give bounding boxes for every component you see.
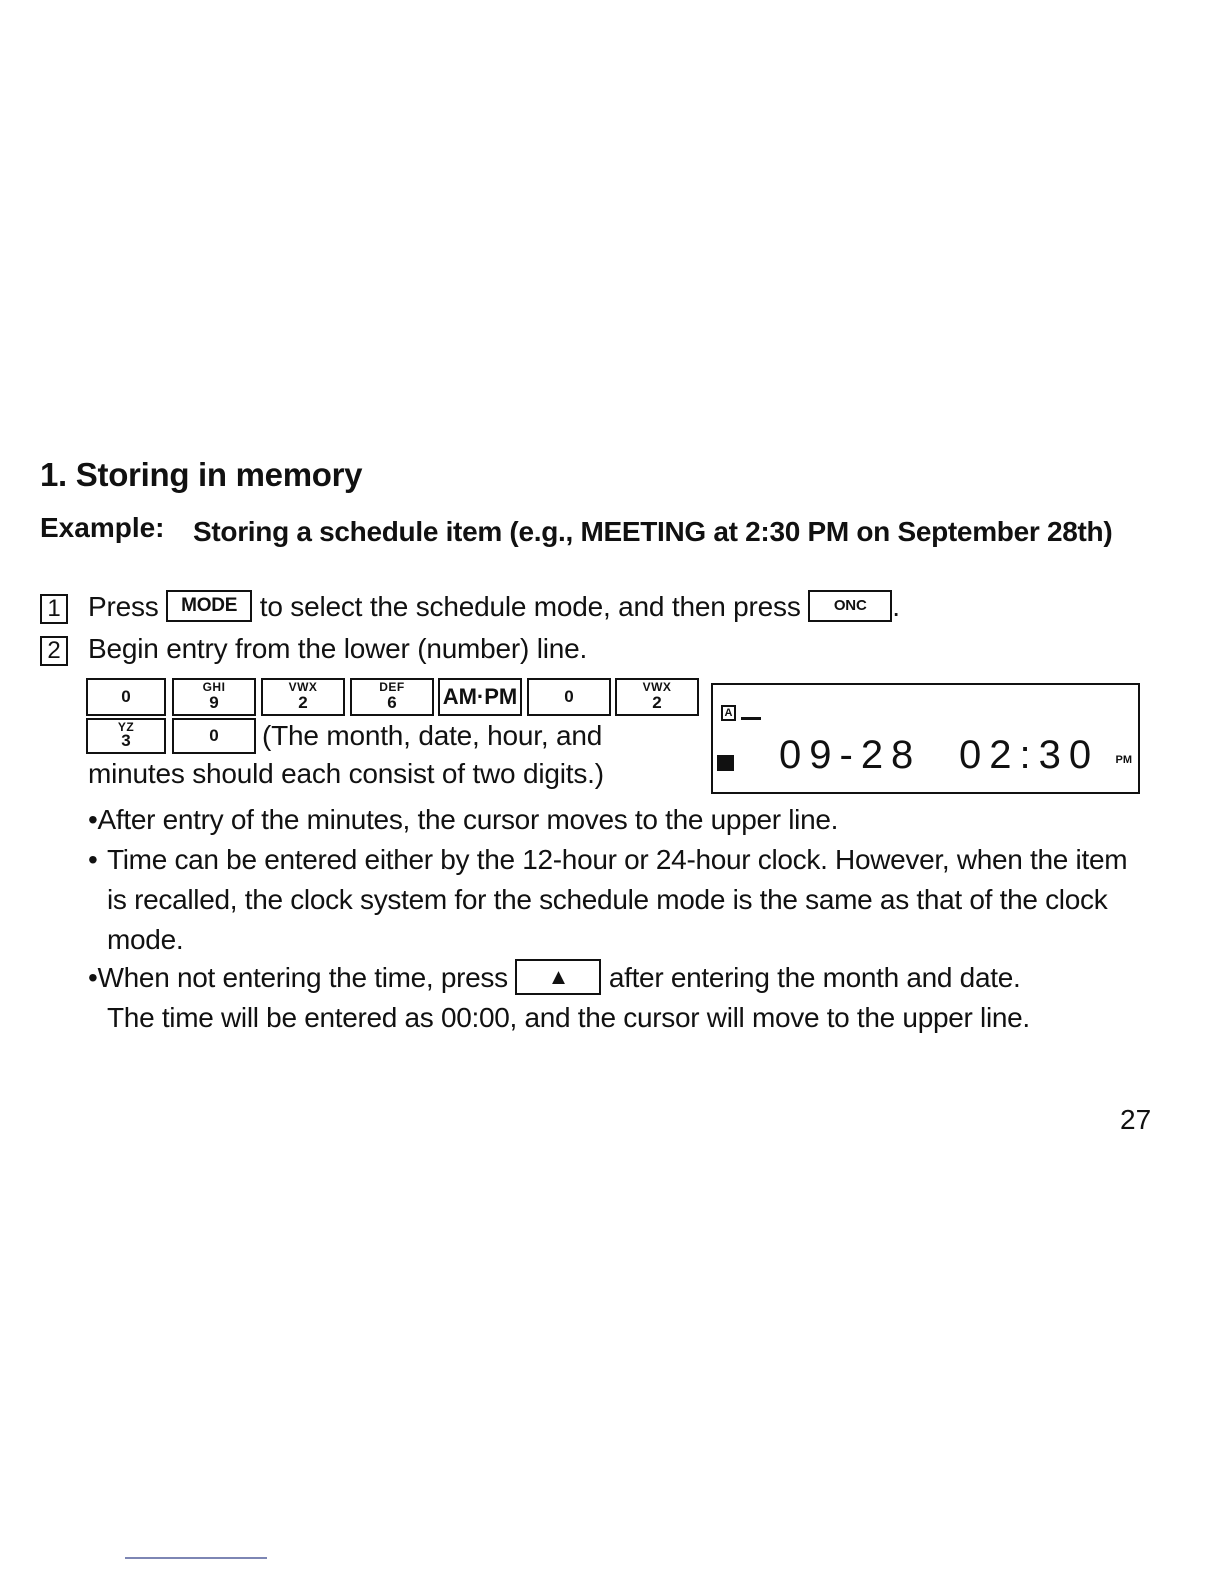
- section-title: 1. Storing in memory: [40, 456, 363, 493]
- step-1-number: 1: [40, 594, 68, 624]
- key-0: [86, 678, 166, 716]
- bullet-3-before: When not entering the time, press: [97, 962, 508, 993]
- bullet-dot: •: [88, 844, 98, 875]
- step-1-before: Press: [88, 591, 159, 622]
- up-arrow-key: ▲: [515, 959, 601, 995]
- lcd-upper-indicator: A: [721, 705, 736, 721]
- key-9: [172, 678, 256, 716]
- key-3: [86, 718, 166, 754]
- bullet-dot: •: [88, 962, 98, 993]
- lcd-display: [711, 683, 1140, 794]
- bullet-2: [88, 840, 1148, 960]
- bullet-3-after: after entering the month and date.: [608, 962, 1021, 993]
- step-2-note-line2: minutes should each consist of two digits.): [88, 758, 604, 789]
- bullet-3-line2: The time will be entered as 00:00, and the cursor will move to the upper line.: [107, 1002, 1030, 1033]
- key-2-main: 2: [298, 693, 308, 712]
- example-text: Storing a schedule item (e.g., MEETING at 2:30 PM on September 28th): [193, 516, 1113, 547]
- key-9-main: 9: [209, 693, 219, 712]
- key-9-sub: GHI: [202, 680, 226, 694]
- key-6-sub: DEF: [379, 680, 405, 694]
- key-2-second: [615, 678, 699, 716]
- bullet-1-text: After entry of the minutes, the cursor moves to the upper line.: [97, 804, 839, 835]
- example-label: Example:: [40, 512, 165, 543]
- key-2-sub: VWX: [288, 680, 318, 694]
- key-2-second-main: 2: [652, 693, 662, 712]
- mode-key: MODE: [166, 590, 252, 622]
- bullet-dot: •: [88, 804, 98, 835]
- bullet-2-text: Time can be entered either by the 12-hour or 24-hour clock. However, when the item is recalled, the clock system for the schedule mode is the same as that of the clock mode.: [107, 844, 1128, 955]
- key-0-second-main: 0: [564, 687, 574, 706]
- lcd-cursor: [741, 717, 761, 720]
- step-2-note-line1: (The month, date, hour, and: [262, 720, 603, 751]
- step-2-number: 2: [40, 636, 68, 666]
- lcd-pm-indicator: PM: [1115, 754, 1132, 766]
- footer-rule: [125, 1557, 267, 1559]
- key-6-main: 6: [387, 693, 397, 712]
- key-6: [350, 678, 434, 716]
- step-1-after: .: [892, 591, 900, 622]
- key-am-pm-main: AM·PM: [442, 684, 518, 709]
- key-0-second: [527, 678, 611, 716]
- key-3-main: 3: [121, 731, 131, 750]
- key-am-pm: [438, 678, 522, 716]
- lcd-time: 02:30: [959, 733, 1100, 777]
- page-number: 27: [1120, 1104, 1152, 1135]
- bullet-1: [88, 800, 838, 840]
- key-2: [261, 678, 345, 716]
- lcd-book-icon: [717, 755, 734, 771]
- key-0-main: 0: [121, 687, 131, 706]
- key-3-sub: YZ: [117, 720, 135, 734]
- key-2-second-sub: VWX: [642, 680, 672, 694]
- step-1-middle: to select the schedule mode, and then press: [259, 591, 801, 622]
- key-0-third-main: 0: [209, 726, 219, 745]
- onc-key: ONC: [808, 590, 892, 622]
- bullet-3: [88, 958, 1020, 998]
- step-1-text: [88, 591, 900, 625]
- lcd-date: 09-28: [779, 733, 922, 777]
- key-0-third: [172, 718, 256, 754]
- step-2-text: Begin entry from the lower (number) line.: [88, 633, 588, 664]
